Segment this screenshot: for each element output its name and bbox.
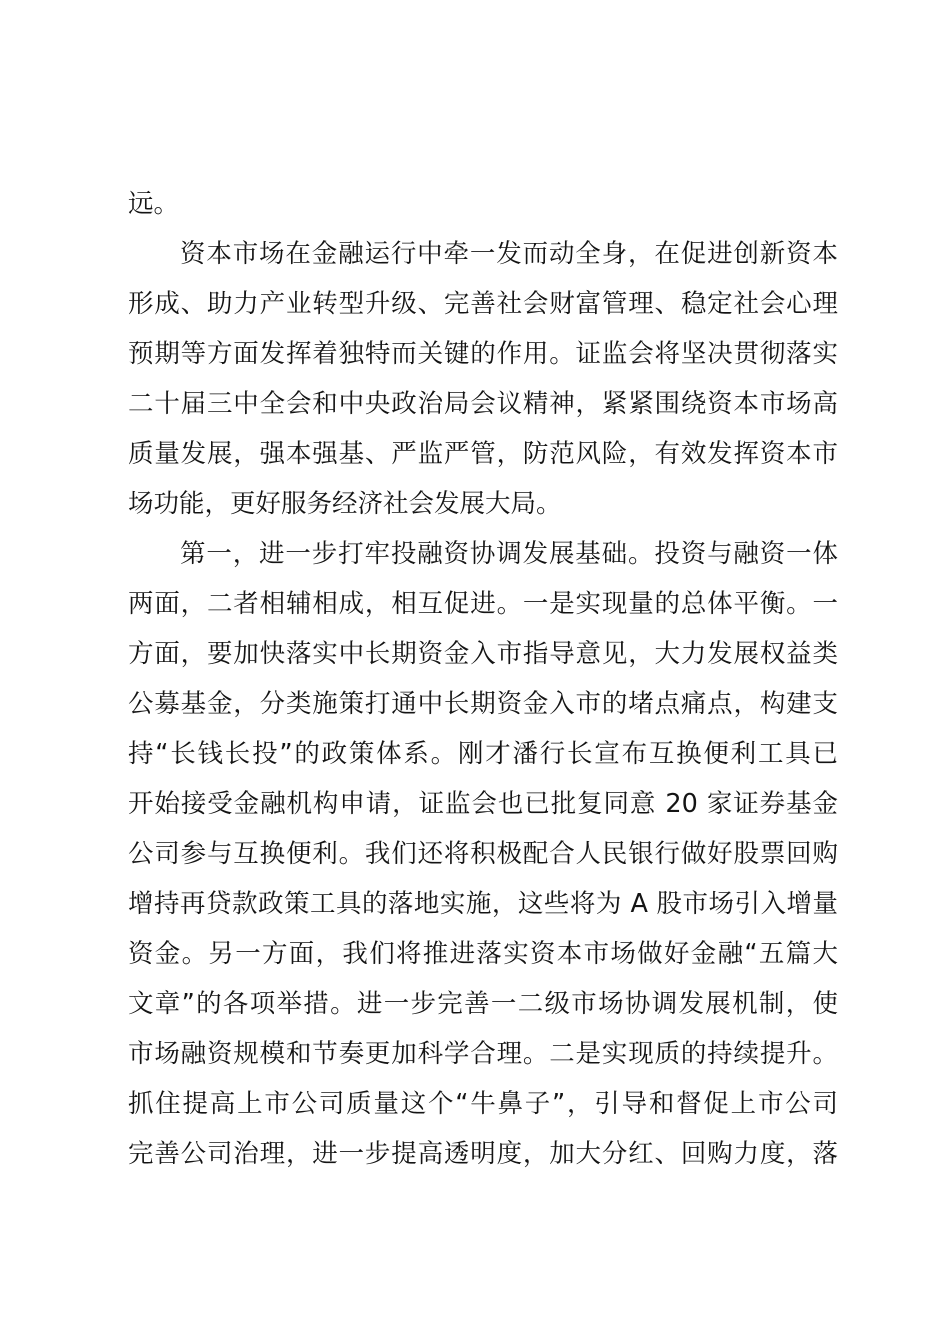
text-line: 持“长钱长投”的政策体系。刚才潘行长宣布互换便利工具已: [128, 739, 838, 769]
text-line: 完善公司治理，进一步提高透明度，加大分红、回购力度，落: [128, 1139, 838, 1169]
text-line: 形成、助力产业转型升级、完善社会财富管理、稳定社会心理: [128, 289, 838, 319]
text-line: 公司参与互换便利。我们还将积极配合人民银行做好股票回购: [128, 839, 838, 869]
paragraph-first-line: 第一，进一步打牢投融资协调发展基础。投资与融资一体: [180, 539, 838, 569]
text-line: 方面，要加快落实中长期资金入市指导意见，大力发展权益类: [128, 639, 838, 669]
text-line: 远。: [128, 189, 180, 219]
text-line: 预期等方面发挥着独特而关键的作用。证监会将坚决贯彻落实: [128, 339, 838, 369]
text-line: 资金。另一方面，我们将推进落实资本市场做好金融“五篇大: [128, 939, 838, 969]
paragraph-first-line: 资本市场在金融运行中牵一发而动全身，在促进创新资本: [180, 239, 838, 269]
text-line: 场功能，更好服务经济社会发展大局。: [128, 489, 562, 519]
text-line: 增持再贷款政策工具的落地实施，这些将为 A 股市场引入增量: [128, 889, 838, 919]
text-line: 公募基金，分类施策打通中长期资金入市的堵点痛点，构建支: [128, 689, 838, 719]
text-line: 二十届三中全会和中央政治局会议精神，紧紧围绕资本市场高: [128, 389, 838, 419]
text-line: 市场融资规模和节奏更加科学合理。二是实现质的持续提升。: [128, 1039, 838, 1069]
text-line: 两面，二者相辅相成，相互促进。一是实现量的总体平衡。一: [128, 589, 838, 619]
text-line: 质量发展，强本强基、严监严管，防范风险，有效发挥资本市: [128, 439, 838, 469]
text-line: 开始接受金融机构申请，证监会也已批复同意 20 家证券基金: [128, 789, 838, 819]
text-line: 抓住提高上市公司质量这个“牛鼻子”，引导和督促上市公司: [128, 1089, 838, 1119]
text-line: 文章”的各项举措。进一步完善一二级市场协调发展机制，使: [128, 989, 838, 1019]
